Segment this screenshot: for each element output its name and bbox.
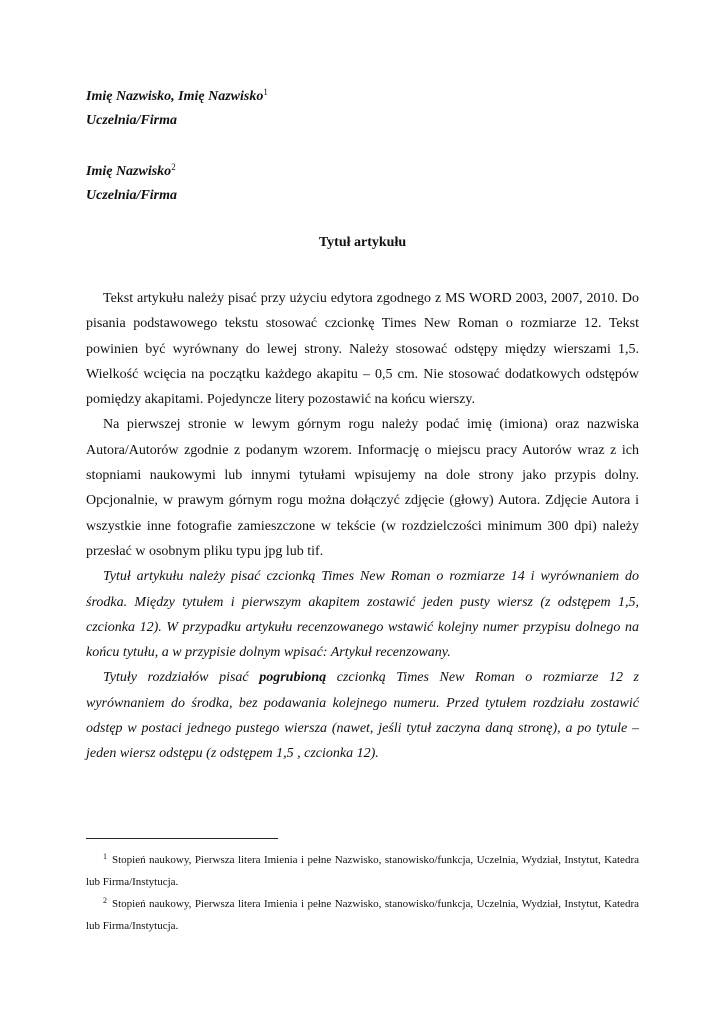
- text-line: środka. Między tytułem i pierwszym akapitem zostawić jeden pusty wiersz (z odstępem 1,5,: [86, 594, 639, 610]
- body-paragraph: [86, 564, 639, 665]
- text-line: Tekst powinien być wyrównany do lewej strony. Należy stosować odstępy między wierszami: [86, 316, 639, 357]
- text-line: Opcjonalnie, w prawym górnym rogu można dołączyć zdjęcie (głowy) Autora. Zdjęcie: [86, 493, 592, 509]
- author-name-1: Imię Nazwisko, Imię Nazwisko: [86, 89, 264, 104]
- footnote: [86, 893, 639, 937]
- text-line: dpi) należy przesłać w osobnym pliku typu jpg lub tif.: [86, 518, 639, 559]
- text-line: Autora/Autorów zgodnie z podanym wzorem. Informację o miejscu pracy Autorów wraz z: [86, 442, 622, 458]
- text-line: Tytuł artykułu należy pisać czcionką Times New Roman o rozmiarze 14 i wyrównaniem do: [103, 569, 639, 585]
- text-line: zostawić odstęp w postaci jednego pustego wiersza (nawet, jeśli tytuł zaczyna daną stronę),: [86, 695, 639, 737]
- text-line: 1,5. Wielkość wcięcia na początku każdego akapitu – 0,5 cm. Nie stosować dodatkowych: [86, 341, 639, 382]
- text-line: z wyrównaniem do środka, bez podawania kolejnego numeru. Przed tytułem rozdziału: [86, 670, 639, 711]
- footnote-ref-1[interactable]: 1: [263, 87, 268, 97]
- footnotes: [86, 849, 639, 937]
- footnote-mark: 2: [103, 896, 107, 905]
- body-paragraph: [86, 286, 639, 412]
- bold-emphasis: pogrubioną: [259, 670, 327, 686]
- text-line: a po tytule – jeden wiersz odstępu (z odstępem 1,5 , czcionka 12).: [86, 721, 639, 762]
- text-line: Tekst artykułu należy pisać przy użyciu edytora zgodnego z MS WORD 2003, 2007, 2010.: [103, 291, 622, 306]
- text-line: Na pierwszej stronie w lewym górnym rogu należy podać imię (imiona) oraz nazwiska: [103, 417, 639, 433]
- footnote-mark: 1: [103, 852, 107, 861]
- paragraph-lead-text: Tytuły rozdziałów pisać: [103, 670, 260, 686]
- author-affiliation-1: Uczelnia/Firma: [86, 113, 178, 128]
- footnote-ref-2[interactable]: 2: [171, 162, 176, 172]
- author-block-1: [86, 85, 268, 133]
- text-line: czcionka 12). W przypadku artykułu recenzowanego wstawić kolejny numer przypisu dolnego: [86, 619, 625, 635]
- text-line: odstępów pomiędzy akapitami. Pojedyncze litery pozostawić na końcu wierszy.: [86, 366, 639, 408]
- article-body: [86, 286, 639, 767]
- author-name-2: Imię Nazwisko: [86, 164, 172, 179]
- article-title: Tytuł artykułu: [318, 235, 407, 250]
- body-paragraph: [86, 412, 639, 564]
- footnote-separator: [86, 838, 278, 839]
- paragraph-tail-text: czcionką Times New Roman o rozmiarze 12: [326, 670, 634, 686]
- footnote-text: Stopień naukowy, Pierwsza litera Imienia i pełne Nazwisko, stanowisko/funkcja, Uczelnia, Wydział, Instytut, Katedra lub Firma/Instytucja.: [86, 854, 639, 888]
- footnote: [86, 849, 639, 893]
- text-line: Autora i wszystkie inne fotografie zamieszczone w tekście (w rozdzielczości minimum 300: [86, 493, 640, 534]
- text-line: Do pisania podstawowego tekstu stosować czcionkę Times New Roman o rozmiarze 12.: [86, 291, 639, 332]
- text-line: na końcu tytułu, a w przypisie dolnym wpisać: Artykuł recenzowany.: [86, 619, 639, 661]
- footnote-text: Stopień naukowy, Pierwsza litera Imienia i pełne Nazwisko, stanowisko/funkcja, Uczelnia, Wydział, Instytut, Katedra lub Firma/Instytucja.: [86, 898, 639, 932]
- text-line: ich stopniami naukowymi lub innymi tytułami wpisujemy na dole strony jako przypis dolny.: [86, 442, 639, 484]
- author-affiliation-2: Uczelnia/Firma: [86, 188, 178, 203]
- body-paragraph: [86, 665, 639, 766]
- author-block-2: [86, 160, 177, 208]
